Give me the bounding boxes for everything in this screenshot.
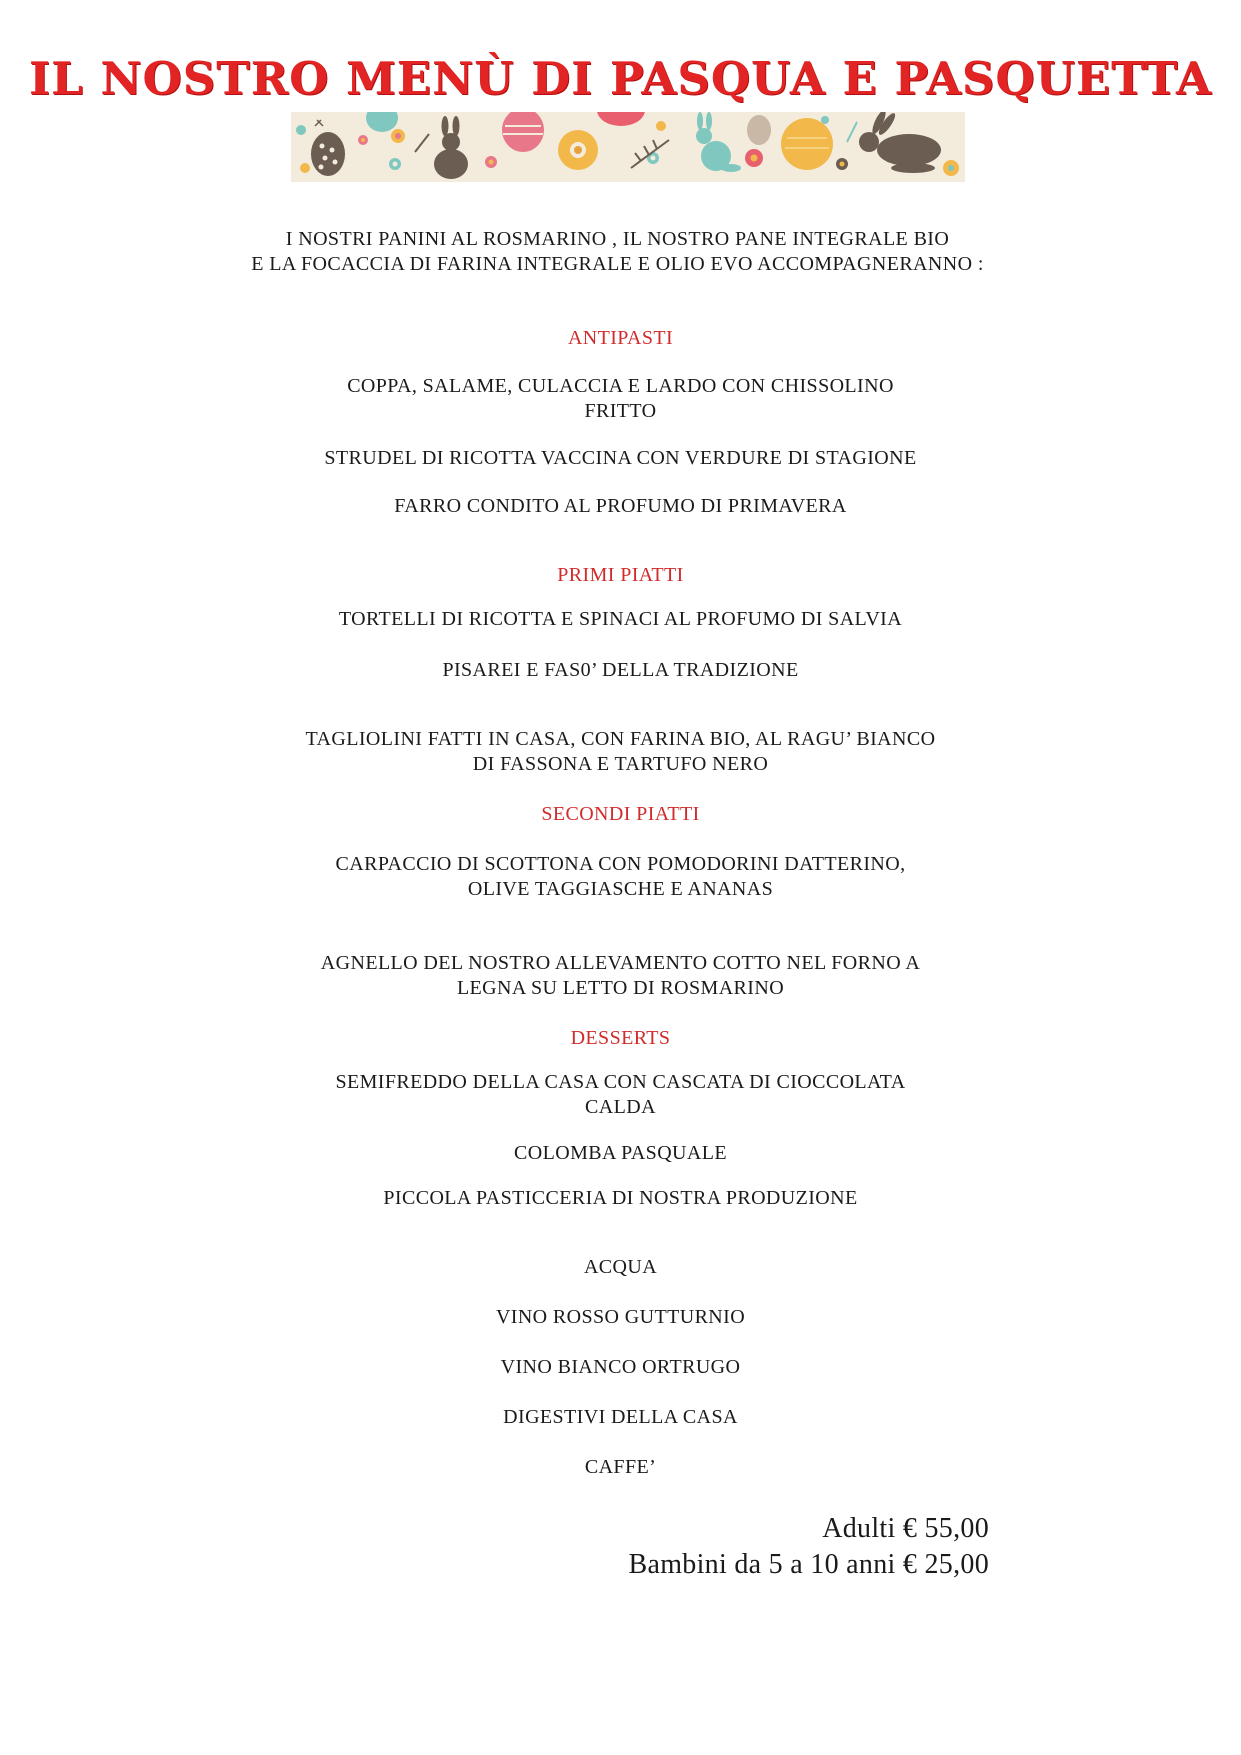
menu-item-line: TORTELLI DI RICOTTA E SPINACI AL PROFUMO DI SALVIA (338, 608, 903, 630)
menu-item-line: PICCOLA PASTICCERIA DI NOSTRA PRODUZIONE (383, 1187, 858, 1209)
menu-title: IL NOSTRO MENÙ DI PASQUA E PASQUETTA (29, 52, 1212, 105)
menu-item-line: DI FASSONA E TARTUFO NERO (472, 753, 769, 775)
drink-item: VINO ROSSO GUTTURNIO (495, 1306, 746, 1328)
leaf-branch-icon (631, 140, 669, 168)
price-adults: Adulti € 55,00 (822, 1513, 989, 1544)
menu-item-line: SEMIFREDDO DELLA CASA CON CASCATA DI CIOCCOLATA (335, 1071, 906, 1093)
menu-item-line: FRITTO (584, 400, 657, 422)
menu-item-line: STRUDEL DI RICOTTA VACCINA CON VERDURE DI STAGIONE (324, 447, 917, 469)
drink-item: VINO BIANCO ORTRUGO (500, 1356, 741, 1378)
menu-item-line: AGNELLO DEL NOSTRO ALLEVAMENTO COTTO NEL FORNO A (320, 952, 921, 974)
menu-item-line: COPPA, SALAME, CULACCIA E LARDO CON CHISSOLINO (347, 375, 894, 397)
section-heading-antipasti: ANTIPASTI (567, 327, 674, 349)
section-heading-primi: PRIMI PIATTI (557, 564, 684, 586)
intro-line-1: I NOSTRI PANINI AL ROSMARINO , IL NOSTRO PANE INTEGRALE BIO (285, 228, 950, 250)
menu-item-line: LEGNA SU LETTO DI ROSMARINO (456, 977, 785, 999)
menu-item-line: COLOMBA PASQUALE (514, 1142, 727, 1164)
menu-item-line: FARRO CONDITO AL PROFUMO DI PRIMAVERA (394, 495, 847, 517)
drink-item: CAFFE’ (584, 1456, 657, 1478)
bunny-icon (434, 116, 468, 179)
price-children: Bambini da 5 a 10 anni € 25,00 (628, 1549, 989, 1580)
menu-item-line: TAGLIOLINI FATTI IN CASA, CON FARINA BIO, AL RAGU’ BIANCO (305, 728, 936, 750)
drink-item: ACQUA (583, 1256, 658, 1278)
section-heading-secondi: SECONDI PIATTI (541, 803, 700, 825)
flower-icon (558, 130, 598, 170)
intro-line-2: E LA FOCACCIA DI FARINA INTEGRALE E OLIO EVO ACCOMPAGNERANNO : (251, 253, 984, 275)
drink-item: DIGESTIVI DELLA CASA (503, 1406, 738, 1428)
section-heading-desserts: DESSERTS (570, 1027, 671, 1049)
menu-item-line: PISAREI E FAS0’ DELLA TRADIZIONE (442, 659, 799, 681)
easter-banner (291, 112, 965, 182)
menu-item-line: CARPACCIO DI SCOTTONA CON POMODORINI DATTERINO, (335, 853, 906, 875)
menu-item-line: CALDA (585, 1096, 656, 1118)
easter-egg-icon (311, 132, 345, 176)
menu-item-line: OLIVE TAGGIASCHE E ANANAS (467, 878, 774, 900)
